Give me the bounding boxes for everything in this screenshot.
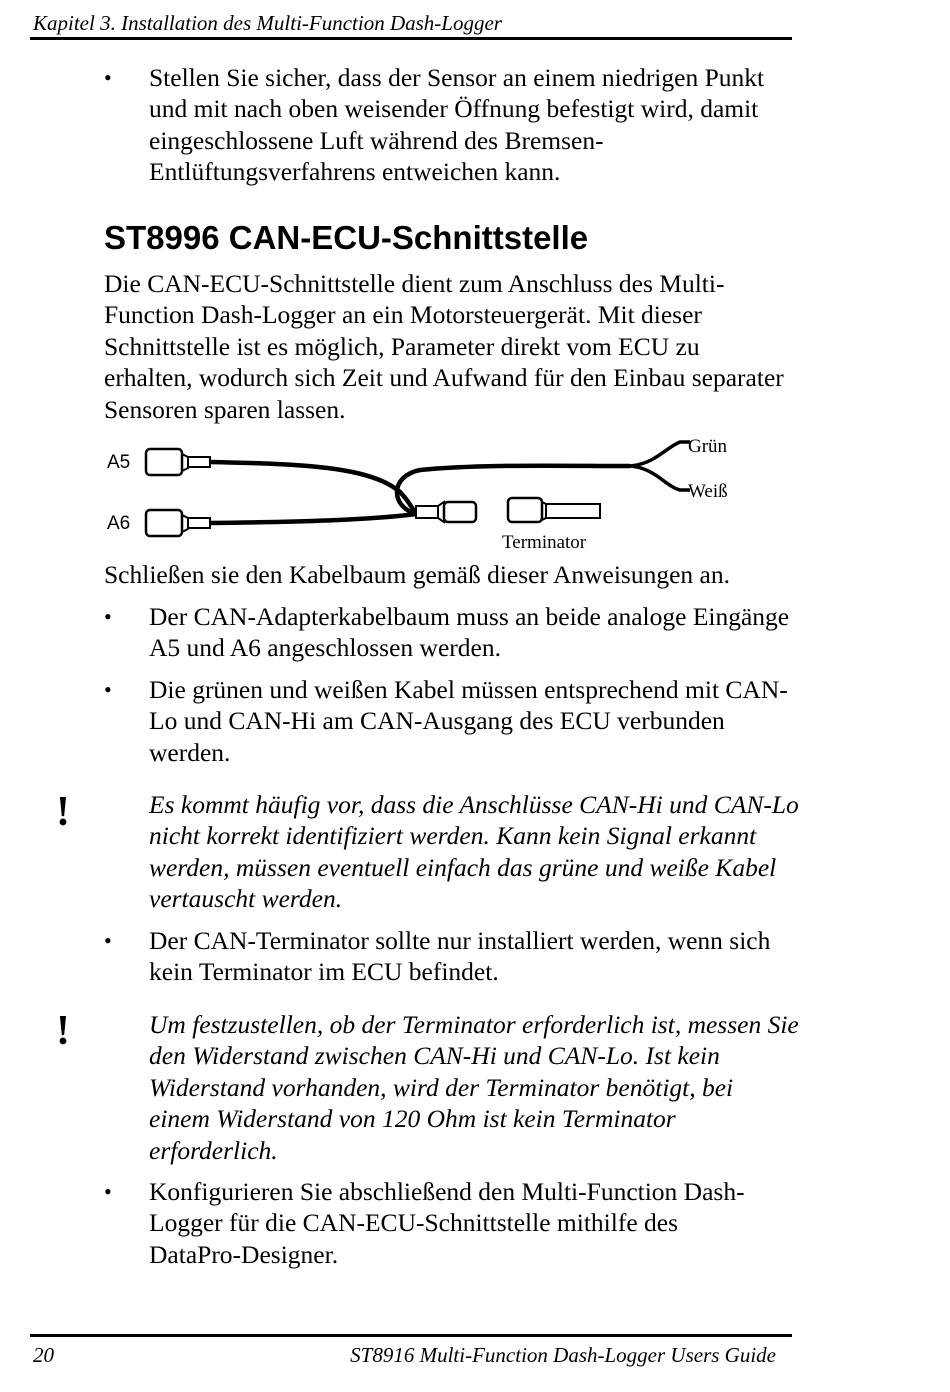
bullet-adapter-harness: Der CAN-Adapterkabelbaum muss an beide analoge Eingänge A5 und A6 angeschlossen werden. bbox=[149, 602, 790, 663]
footer-guide-title: ST8916 Multi-Function Dash-Logger Users Guide bbox=[350, 1343, 776, 1367]
label-a6: A6 bbox=[107, 513, 131, 534]
terminator-sleeve bbox=[546, 504, 600, 518]
terminator-body bbox=[508, 498, 542, 522]
warning-marker: ! bbox=[56, 789, 70, 835]
bullet-marker: • bbox=[104, 677, 112, 702]
white-wire bbox=[630, 466, 690, 490]
running-header: Kapitel 3. Installation des Multi-Function Dash-Logger bbox=[33, 11, 502, 35]
section-heading: ST8996 CAN-ECU-Schnittstelle bbox=[104, 219, 589, 256]
note-can-hi-lo: Es kommt häufig vor, dass die Anschlüsse CAN-Hi und CAN-Lo nicht korrekt identifiziert werden. Kann kein Signal erkannt werden, müssen eventuell einfach das grüne und weiße Kabel vertauscht werden. bbox=[149, 790, 799, 914]
green-wire bbox=[630, 442, 690, 466]
a5-cable bbox=[210, 462, 416, 514]
bullet-marker: • bbox=[104, 928, 112, 953]
header-rule bbox=[30, 37, 792, 40]
label-a5: A5 bbox=[107, 452, 131, 473]
a6-connector bbox=[146, 510, 182, 536]
a5-connector-sleeve bbox=[188, 457, 210, 467]
bullet-green-white-wires: Die grünen und weißen Kabel müssen entsprechend mit CAN-Lo und CAN-Hi am CAN-Ausgang des ECU verbunden werden. bbox=[149, 675, 788, 767]
bullet-configure-datapro: Konfigurieren Sie abschließend den Multi-Function Dash-Logger für die CAN-ECU-Schnittstelle mithilfe des DataPro-Designer. bbox=[149, 1177, 745, 1269]
label-terminator: Terminator bbox=[502, 532, 587, 553]
harness-plug bbox=[444, 502, 476, 522]
a6-cable bbox=[210, 514, 416, 523]
bullet-marker: • bbox=[104, 604, 112, 629]
cable-harness-drawing bbox=[100, 436, 760, 558]
bullet-terminator: Der CAN-Terminator sollte nur installiert werden, wenn sich kein Terminator im ECU befindet. bbox=[149, 926, 771, 987]
note-terminator-resistance: Um festzustellen, ob der Terminator erforderlich ist, messen Sie den Widerstand zwischen CAN-Hi und CAN-Lo. Ist kein Widerstand vorhanden, wird der Terminator benötigt, bei einem Widerstand von 120 Ohm ist kein Terminator erforderlich. bbox=[149, 1010, 799, 1165]
section-intro-paragraph: Die CAN-ECU-Schnittstelle dient zum Anschluss des Multi-Function Dash-Logger an ein Motorsteuergerät. Mit dieser Schnittstelle ist es möglich, Parameter direkt vom ECU zu erhalten, wodurch sich Zeit und Aufwand für den Einbau separater Sensoren sparen lassen. bbox=[104, 269, 784, 424]
footer-rule bbox=[30, 1334, 792, 1337]
bullet-marker: • bbox=[104, 65, 112, 90]
instructions-intro: Schließen sie den Kabelbaum gemäß dieser Anweisungen an. bbox=[104, 560, 730, 589]
page-number: 20 bbox=[33, 1343, 54, 1367]
harness-plug-sleeve bbox=[416, 506, 438, 518]
cable-harness-diagram bbox=[100, 436, 760, 558]
label-green-wire: Grün bbox=[688, 436, 728, 457]
warning-marker: ! bbox=[56, 1008, 70, 1054]
intro-bullet-text: Stellen Sie sicher, dass der Sensor an einem niedrigen Punkt und mit nach oben weisender Öffnung befestigt wird, damit eingeschlossene Luft während des Bremsen-Entlüftungsverfahrens entweichen kann. bbox=[149, 63, 765, 187]
a6-connector-sleeve bbox=[188, 518, 210, 528]
a5-connector bbox=[146, 449, 182, 475]
label-white-wire: Weiß bbox=[688, 481, 728, 502]
bullet-marker: • bbox=[104, 1179, 112, 1204]
